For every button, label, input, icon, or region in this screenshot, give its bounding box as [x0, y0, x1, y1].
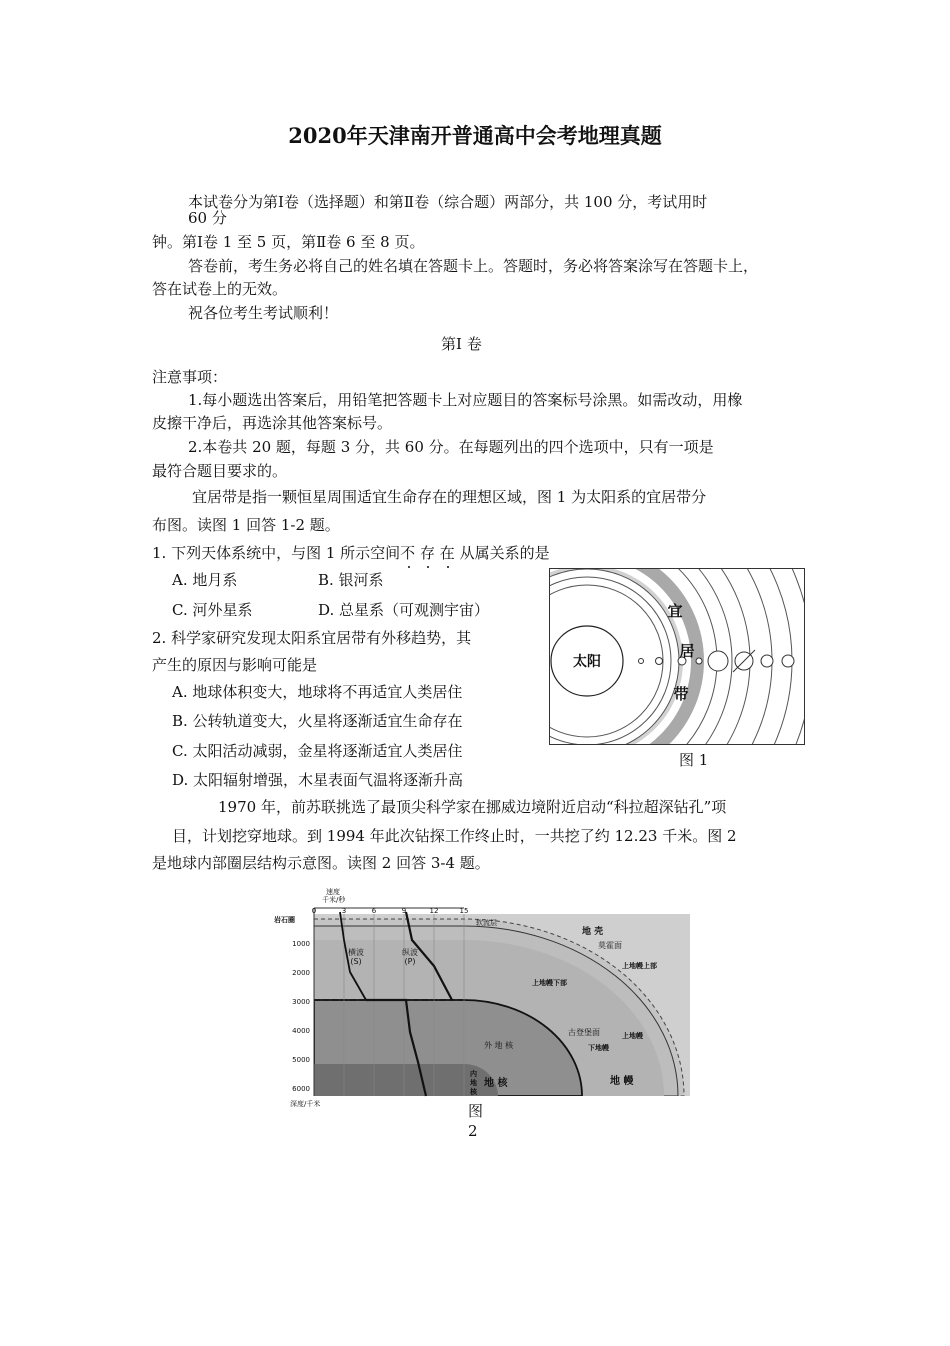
passage2-line-2: 目，计划挖穿地球。到 1994 年此次钻探工作终止时，一共挖了约 12.23 千米。图 2	[172, 827, 737, 845]
figure-1-habitable-zone	[549, 568, 805, 745]
question-1-option-d: D. 总星系（可观测宇宙）	[318, 601, 490, 619]
fig2-upper-mantle-upper-label: 上地幔上部	[622, 962, 657, 970]
fig2-lithosphere-label: 岩石圈	[274, 916, 295, 924]
question-2-option-b: B. 公转轨道变大，火星将逐渐适宜生命存在	[172, 712, 463, 730]
passage2-line-1: 1970 年，前苏联挑选了最顶尖科学家在挪威边境附近启动“科拉超深钻孔”项	[218, 798, 727, 816]
fig2-speed-tick: 0	[311, 907, 317, 915]
fig2-mantle-label: 地 幔	[610, 1076, 634, 1087]
fig2-moho-label: 莫霍面	[598, 941, 622, 950]
question-2-stem-2: 产生的原因与影响可能是	[152, 656, 318, 674]
fig1-zone-char-1: 宜	[667, 602, 683, 620]
emphasis-char: 存	[419, 544, 435, 562]
fig2-speed-tick: 9	[401, 907, 407, 915]
question-1-option-c: C. 河外星系	[172, 601, 253, 619]
fig2-depth-tick: 6000	[292, 1085, 310, 1093]
fig2-depth-tick: 4000	[292, 1027, 310, 1035]
fig2-speed-label-2: 千米/秒	[322, 896, 346, 904]
fig2-inner-core-label-3: 核	[470, 1088, 477, 1096]
question-2-stem-1: 2. 科学家研究发现太阳系宜居带有外移趋势，其	[152, 629, 472, 647]
intro-line-3: 答卷前，考生务必将自己的姓名填在答题卡上。答题时，务必将答案涂写在答题卡上，	[188, 257, 759, 275]
question-1-option-a: A. 地月系	[172, 571, 238, 589]
passage1-line-2: 布图。读图 1 回答 1-2 题。	[152, 516, 340, 534]
fig2-gutenberg-label: 古登堡面	[568, 1028, 600, 1037]
intro-line-1: 本试卷分为第Ⅰ卷（选择题）和第Ⅱ卷（综合题）两部分，共 100 分，考试用时	[188, 193, 708, 211]
fig2-depth-tick: 2000	[292, 969, 310, 977]
fig2-inner-core-label-1: 内	[470, 1070, 477, 1078]
fig2-lower-mantle-label: 下地幔	[588, 1044, 609, 1052]
fig2-speed-tick: 15	[459, 907, 469, 915]
fig2-s-wave-symbol: (S)	[350, 957, 362, 966]
fig2-p-wave-label: 纵波	[402, 948, 418, 957]
fig2-depth-axis-label: 深度/千米	[290, 1100, 321, 1108]
fig1-zone-char-3: 带	[673, 685, 689, 703]
fig1-sun-label: 太阳	[573, 654, 601, 670]
emphasis-char: 不	[400, 544, 416, 562]
notice-item-1a: 1.每小题选出答案后，用铅笔把答题卡上对应题目的答案标号涂黑。如需改动，用橡	[188, 391, 743, 409]
intro-line-5: 祝各位考生考试顺利！	[188, 304, 339, 322]
question-1-stem	[152, 543, 550, 563]
intro-line-2: 钟。第Ⅰ卷 1 至 5 页，第Ⅱ卷 6 至 8 页。	[152, 233, 425, 251]
passage1-line-1: 宜居带是指一颗恒星周围适宜生命存在的理想区域，图 1 为太阳系的宜居带分	[192, 488, 707, 506]
notice-item-1b: 皮擦干净后，再选涂其他答案标号。	[152, 414, 393, 432]
notice-item-2b: 最符合题目要求的。	[152, 462, 288, 480]
fig2-outer-core-label: 外 地 核	[484, 1041, 514, 1050]
intro-line-4: 答在试卷上的无效。	[152, 280, 288, 298]
intro-line-1b: 60 分	[188, 209, 227, 227]
figure-2-caption-line-2: 2	[468, 1122, 478, 1140]
fig2-core-label: 地 核	[484, 1078, 508, 1089]
section-title: 第Ⅰ 卷	[441, 335, 482, 353]
page-title: 2020年天津南开普通高中会考地理真题	[288, 123, 662, 148]
question-2-option-d: D. 太阳辐射增强，木星表面气温将逐渐升高	[172, 771, 464, 789]
fig2-depth-tick: 1000	[292, 940, 310, 948]
fig2-depth-tick: 3000	[292, 998, 310, 1006]
fig2-p-wave-symbol: (P)	[404, 957, 416, 966]
notice-item-2a: 2.本卷共 20 题，每题 3 分，共 60 分。在每题列出的四个选项中，只有一项是	[188, 438, 714, 456]
fig2-speed-label-1: 速度	[326, 888, 340, 896]
fig2-speed-tick: 3	[341, 907, 347, 915]
emphasis-char: 在	[439, 544, 455, 562]
fig2-asthenosphere-label: 软流层	[476, 919, 497, 927]
figure-1-caption: 图 1	[679, 751, 709, 769]
fig2-depth-tick: 5000	[292, 1056, 310, 1064]
fig2-speed-tick: 6	[371, 907, 377, 915]
fig1-zone-char-2: 居	[679, 642, 695, 660]
question-2-option-c: C. 太阳活动减弱，金星将逐渐适宜人类居住	[172, 742, 463, 760]
question-2-option-a: A. 地球体积变大，地球将不再适宜人类居住	[172, 683, 463, 701]
question-1-option-b: B. 银河系	[318, 571, 384, 589]
fig2-upper-mantle-label: 上地幔	[622, 1032, 643, 1040]
fig2-upper-mantle-lower-label: 上地幔下部	[532, 979, 567, 987]
passage2-line-3: 是地球内部圈层结构示意图。读图 2 回答 3-4 题。	[152, 854, 490, 872]
figure-2-earth-interior	[270, 882, 690, 1114]
fig2-s-wave-label: 横波	[348, 948, 364, 957]
fig2-speed-tick: 12	[429, 907, 439, 915]
fig2-crust-label: 地 壳	[582, 927, 604, 937]
figure-2-caption-line-1: 图	[468, 1102, 484, 1120]
question-1-prefix: 1. 下列天体系统中，与图 1 所示空间	[152, 544, 401, 562]
notice-heading: 注意事项：	[152, 368, 228, 386]
question-1-suffix: 从属关系的是	[459, 544, 550, 562]
fig2-inner-core-label-2: 地	[470, 1079, 477, 1087]
